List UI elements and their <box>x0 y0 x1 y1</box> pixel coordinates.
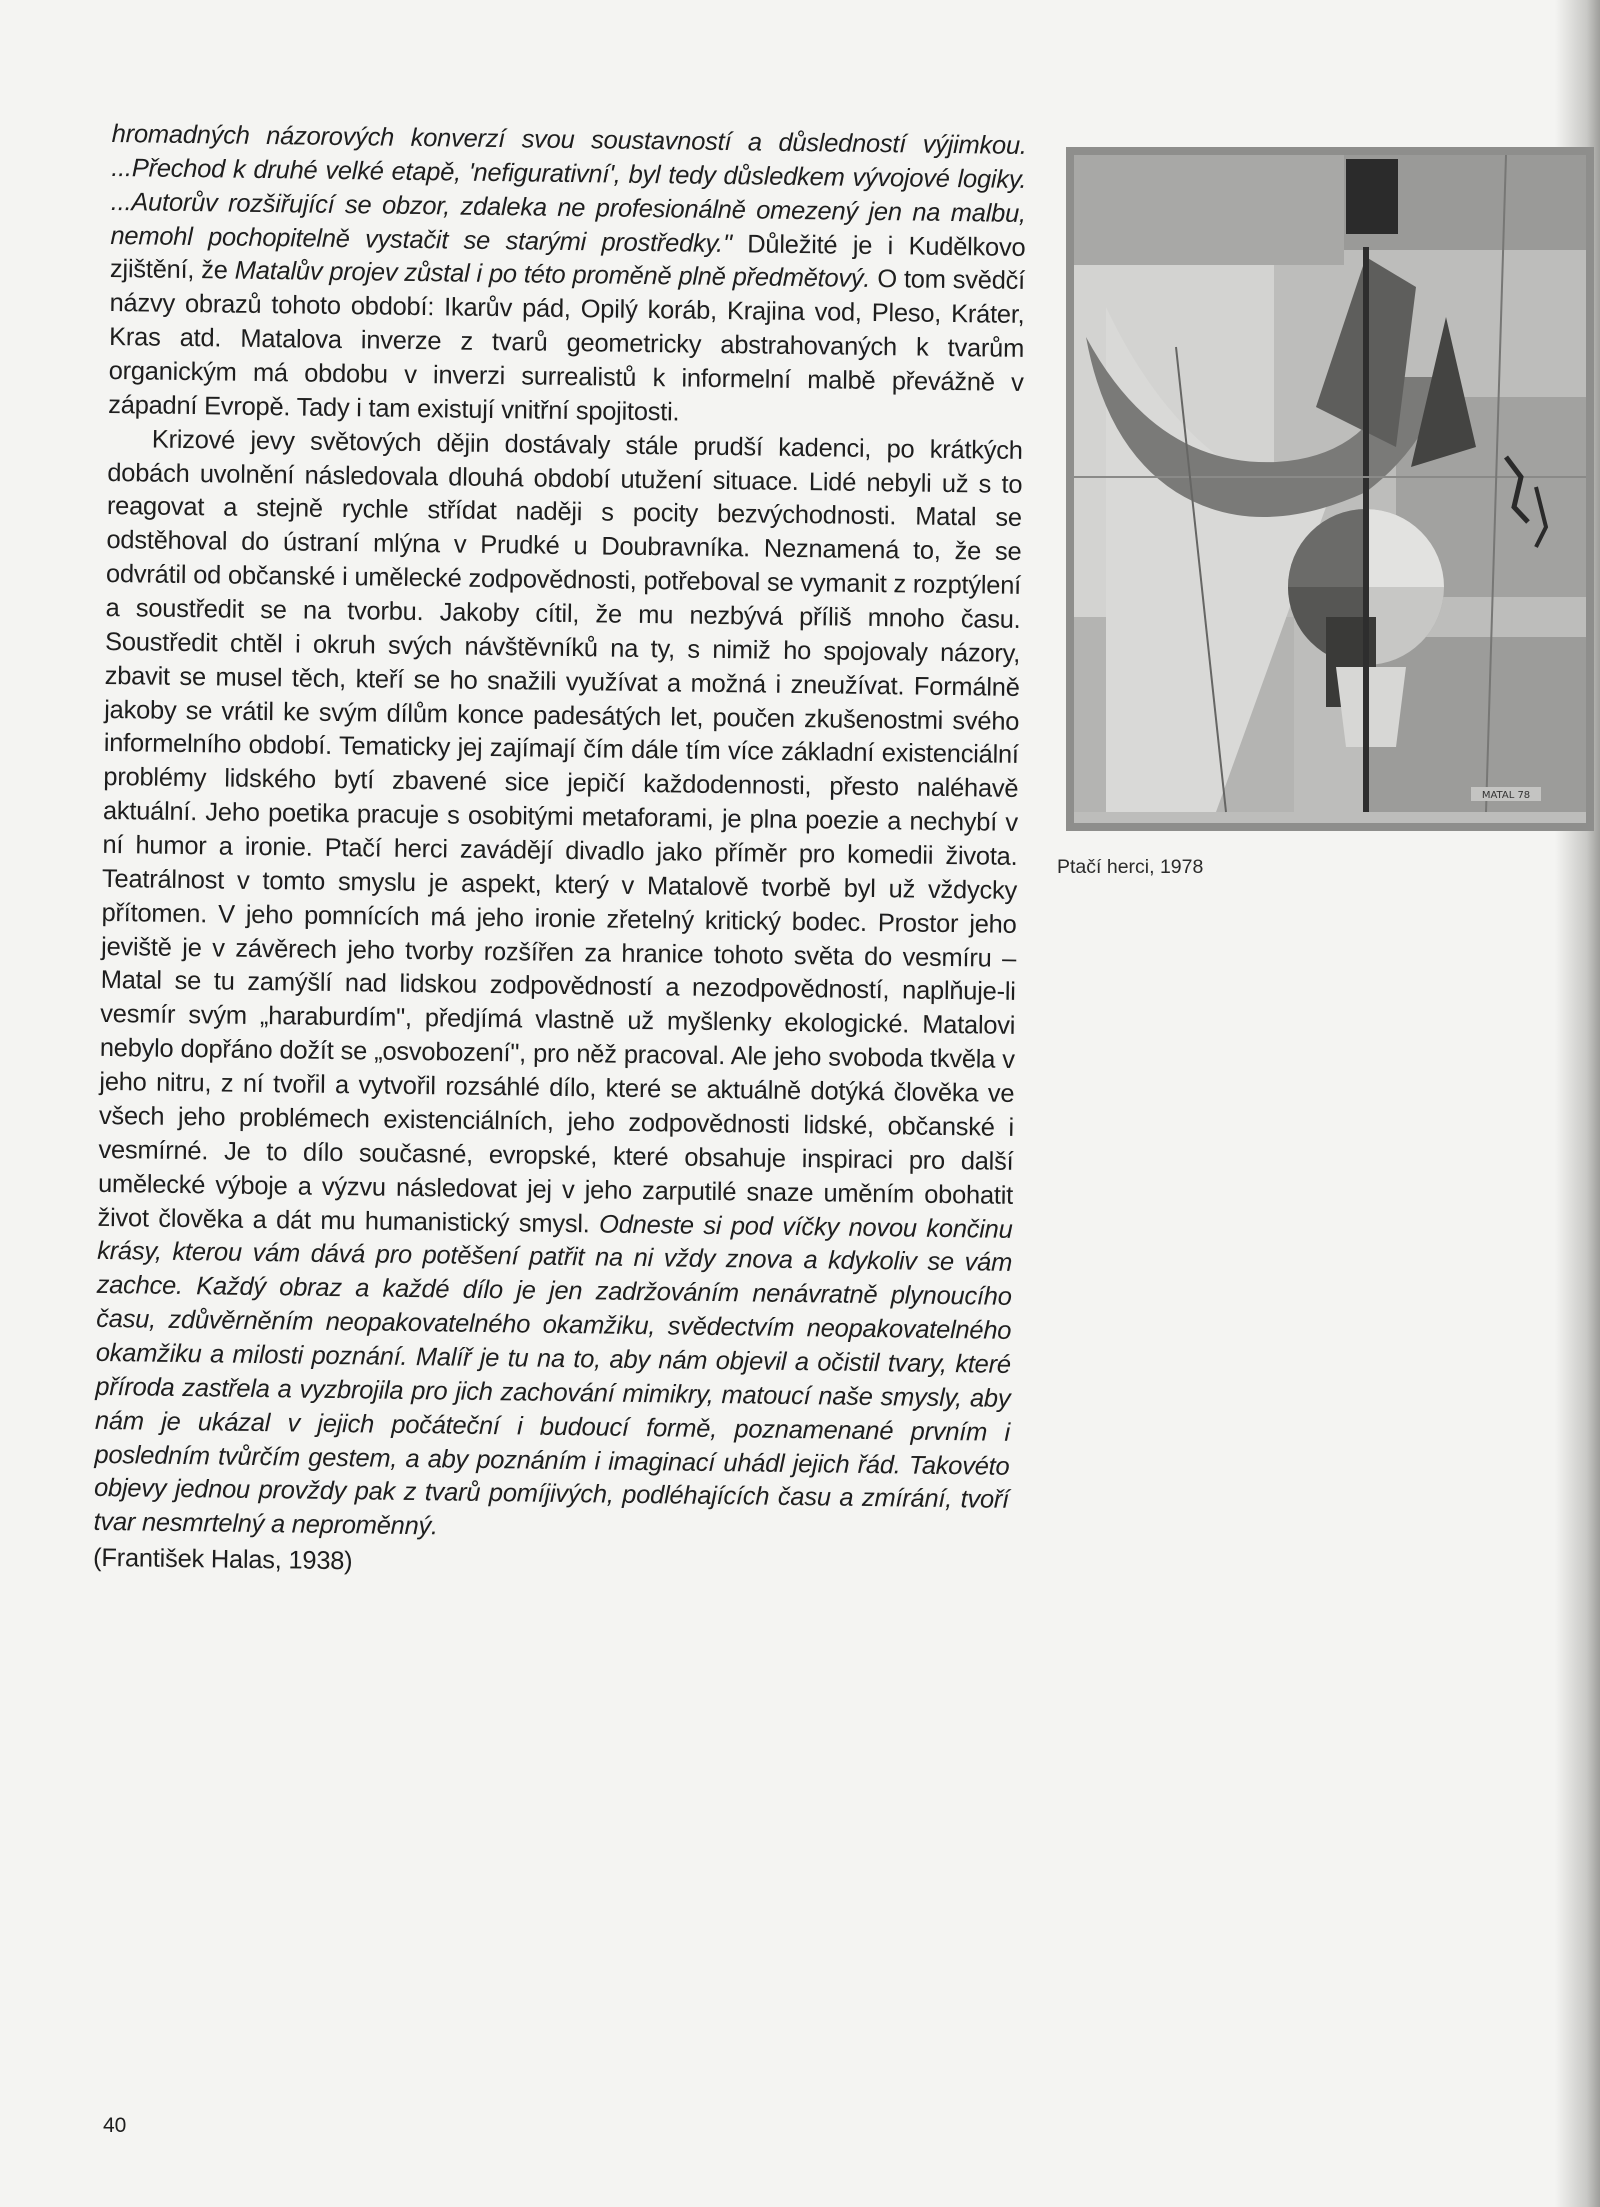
painting-signature: MATAL 78 <box>1481 790 1531 801</box>
page-number: 40 <box>103 2114 127 2137</box>
paragraph-2-text: Krizové jevy světových dějin dostávaly stále prudší kadenci, po krátkých dobách uvolnění následovala dlouhá období utužení situace. Lidé nebyli už s to reagovat a stejně rychle střídat naději s pocity bezvýchodnosti. Matal se odstěhoval do ústraní mlýna v Prudké u Doubravníka. Neznamená to, že se odvrátil od občanské i umělecké zodpovědnosti, potřeboval se vymanit z rozptýlení a soustředit se na tvorbu. Jakoby cítil, že mu nezbývá příliš mnoho času. Soustředit chtěl i okruh svých návštěvníků na ty, s nimiž ho spojovaly názory, zbavit se musel těch, kteří se ho snažili využívat a možná i zneužívat. Formálně jakoby se vrátil ke svým dílům konce padesátých let, poučen zkušenostmi svého informelního období. Tematicky jej zajímají čím dále tím více základní existenciální problémy lidského bytí zbavené sice jepičí každodennosti, přesto naléhavě aktuální. Jeho poetika pracuje s osobitými metaforami, je plna poezie a nechybí v ní humor a ironie. Ptačí herci zavádějí divadlo jako příměr pro komedii života. Teatrálnost v tomto smyslu je aspekt, který v Matalově tvorbě byl už vždycky přítomen. V jeho pomnících má jeho ironie zřetelný kritický bodec. Prostor jeho jeviště je v závěrech jeho tvorby rozšířen za hranice tohoto světa do vesmíru – Matal se tu zamýšlí nad lidskou zodpovědností a nezodpovědností, naplňuje-li vesmír svým „haraburdím", předjímá vlastně už myšlenky ekologické. Matalovi nebylo dopřáno dožít se „osvobození", pro něž pracoval. Ale jeho svoboda tkvěla v jeho nitru, z ní tvořil a vytvořil rozsáhlé dílo, které se aktuálně dotýká člověka ve všech jeho problémech existenciálních, jeho zodpovědnosti lidské, občanské i vesmírné. Je to dílo současné, evropské, které obsahuje inspiraci pro další umělecké výboje a výzvu následovat jej v jeho zarputilé snaze uměním obohatit život člověka a dát mu humanistický smysl. <box>97 425 1023 1238</box>
paragraph-1 <box>108 118 1027 435</box>
figure-caption: Ptačí herci, 1978 <box>1057 856 1204 878</box>
body-text-column <box>93 118 1027 1588</box>
paragraph-2 <box>93 423 1023 1552</box>
painting-image <box>1066 147 1594 831</box>
paragraph-1-text-a: Důležité je i Kudělkovo zjištění, že <box>109 229 1026 286</box>
paragraph-1-text-b: O tom svědčí názvy obrazů tohoto období: Ikarův pád, Opilý koráb, Krajina vod, Pleso, Kráter, Kras atd. Matalova inverze z tvarů geometricky abstrahovaných k tvarům organickým má obdobu v inverzi surrealistů k informelní malbě převážně v západní Evropě. Tady i tam existují vnitřní spojitosti. <box>108 265 1026 427</box>
quote-kudelka: hromadných názorových konverzí svou soustavností a důsledností výjimkou. ...Přechod k druhé velké etapě, 'nefigurativní', byl tedy důsledkem vývojové logiky. ...Autorův rozšiřující se obzor, zdaleka ne profesionálně omezený jen na malbu, nemohl pochopitelně vystačit se starými prostředky." <box>110 119 1027 258</box>
quote-halas: Odneste si pod víčky novou končinu krásy, kterou vám dává pro potěšení patřit na ni vždy znova a kdykoliv se vám zachce. Každý obraz a každé dílo je jen zadržováním nenávratně plynoucího času, zdůvěrněním neopakovatelného okamžiku, svědectvím neopakovatelného okamžiku a milosti poznání. Malíř je tu na to, aby nám objevil a očistil tvary, které příroda zastřela a vyzbrojila pro jich zachování mimikry, matoucí naše smysly, aby nám je ukázal v jejich počáteční i budoucí formě, poznamenané prvním i posledním tvůrčím gestem, a aby poznáním i imaginací uhádl jejich řád. Takovéto objevy jednou provždy pak z tvarů pomíjivých, podléhajících času a zmírání, tvoří tvar nesmrtelný a neproměnný. <box>93 1209 1013 1541</box>
quote-kudelka-2: Matalův projev zůstal i po této proměně plně předmětový. <box>234 257 871 294</box>
quote-source: (František Halas, 1938) <box>92 1543 353 1576</box>
painting-ptaci-herci <box>1066 147 1594 831</box>
